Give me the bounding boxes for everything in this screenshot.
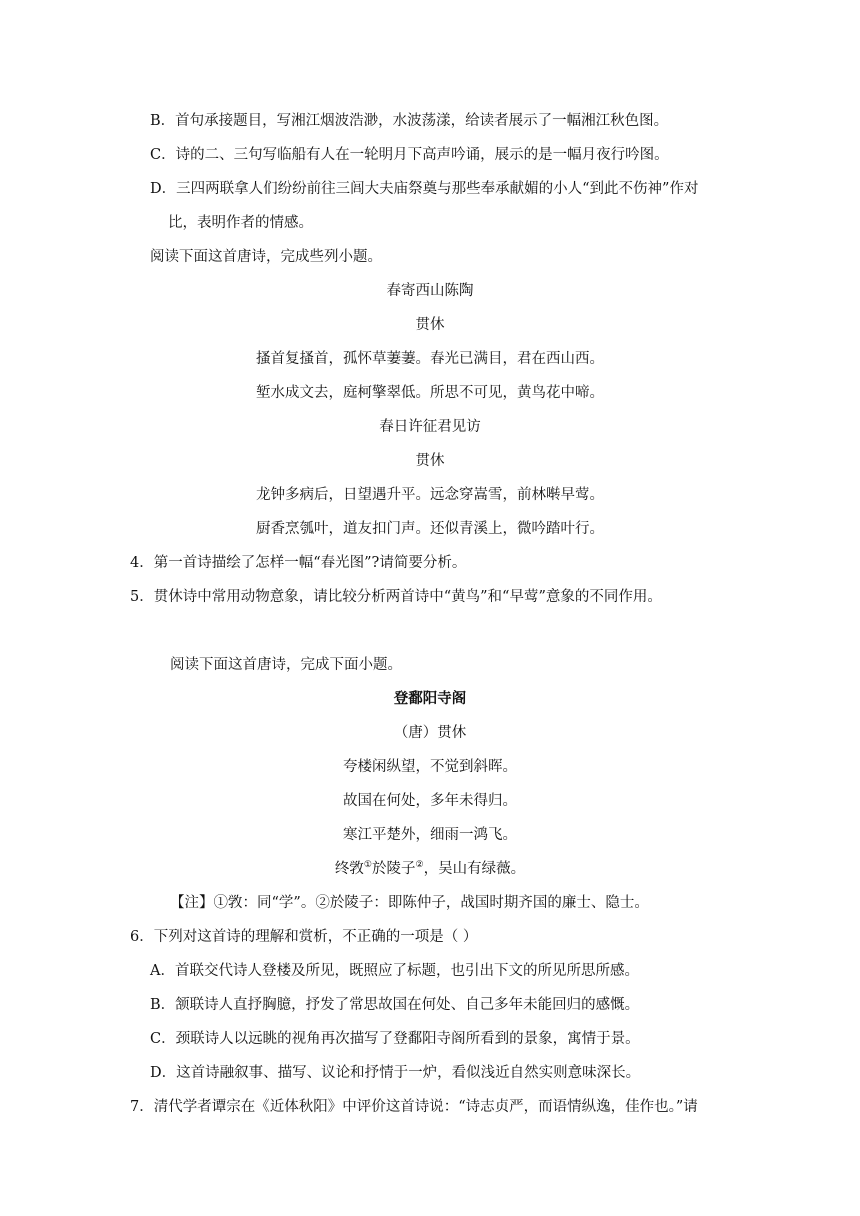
poem3-line: 夸楼闲纵望，不觉到斜晖。 <box>343 759 517 775</box>
section2-intro: 阅读下面这首唐诗，完成下面小题。 <box>170 657 402 673</box>
q6-option-c: C．颈联诗人以远眺的视角再次描写了登鄱阳寺阁所看到的景象，寓情于景。 <box>150 1031 640 1047</box>
prev-option-d-line1: D．三四两联拿人们纷纷前往三闾大夫庙祭奠与那些奉承献媚的小人“到此不伤神”作对 <box>150 181 699 197</box>
poem3-author: （唐）贯休 <box>393 725 467 741</box>
q6-option-a: A．首联交代诗人登楼及所见，既照应了标题，也引出下文的所见所思所感。 <box>150 963 639 979</box>
question-6: 6．下列对这首诗的理解和赏析，不正确的一项是（ ） <box>130 929 478 945</box>
poem3-line: 寒江平楚外，细雨一鸿飞。 <box>343 827 517 843</box>
poem1-line: 堑水成文去，庭柯擎翠低。所思不可见，黄鸟花中啼。 <box>256 385 604 401</box>
question-4: 4．第一首诗描绘了怎样一幅“春光图”?请简要分析。 <box>130 555 467 571</box>
poem3-note: 【注】①敩：同“学”。②於陵子：即陈仲子，战国时期齐国的廉士、隐士。 <box>170 895 649 911</box>
question-5: 5．贯休诗中常用动物意象，请比较分析两首诗中“黄鸟”和“早莺”意象的不同作用。 <box>130 589 662 605</box>
poem2-line: 龙钟多病后，日望遇升平。远念穿嵩雪，前林啭早莺。 <box>256 487 604 503</box>
poem3-line: 故国在何处，多年未得归。 <box>343 793 517 809</box>
poem2-title: 春日许征君见访 <box>379 419 481 435</box>
prev-option-b: B．首句承接题目，写湘江烟波浩渺，水波荡漾，给读者展示了一幅湘江秋色图。 <box>150 113 669 129</box>
poem2-author: 贯休 <box>415 453 445 469</box>
poem2-line: 厨香烹瓠叶，道友扣门声。还似青溪上，微吟踏叶行。 <box>256 521 604 537</box>
poem3-last-line-part: 终敩 <box>334 861 364 877</box>
poem3-title: 登鄱阳寺阁 <box>393 690 467 707</box>
poem3-last-line <box>0 859 860 879</box>
poem3-last-line-part: ，吴山有绿薇。 <box>423 861 526 877</box>
footnote-marker: ① <box>363 860 372 871</box>
prev-option-c: C．诗的二、三句写临船有人在一轮明月下高声吟诵，展示的是一幅月夜行吟图。 <box>150 147 669 163</box>
poem1-author: 贯休 <box>415 317 445 333</box>
question-7: 7．清代学者谭宗在《近体秋阳》中评价这首诗说：“诗志贞严，而语情纵逸，佳作也。”请 <box>130 1099 698 1115</box>
q6-option-d: D．这首诗融叙事、描写、议论和抒情于一炉，看似浅近自然实则意味深长。 <box>150 1065 641 1081</box>
poem1-title: 春寄西山陈陶 <box>386 283 474 299</box>
prev-option-d-line2: 比，表明作者的情感。 <box>168 215 313 231</box>
poem3-last-line-part: 於陵子 <box>372 861 416 877</box>
section1-intro: 阅读下面这首唐诗，完成些列小题。 <box>150 249 382 265</box>
poem1-line: 搔首复搔首，孤怀草萋萋。春光已满目，君在西山西。 <box>256 351 604 367</box>
q6-option-b: B．颔联诗人直抒胸臆，抒发了常思故国在何处、自己多年未能回归的感慨。 <box>150 997 640 1013</box>
footnote-marker: ② <box>415 860 424 871</box>
